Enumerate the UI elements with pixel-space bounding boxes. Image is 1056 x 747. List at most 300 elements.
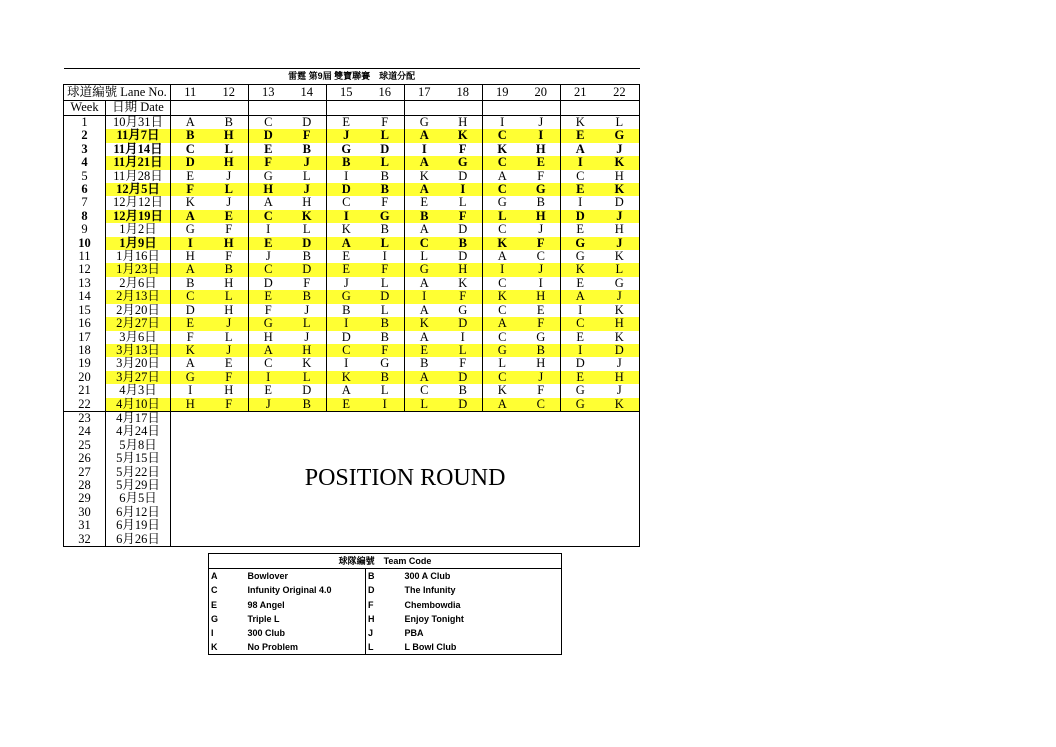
lane-team-cell: E — [249, 290, 288, 303]
week-number: 19 — [64, 357, 106, 370]
lane-team-cell: C — [342, 195, 351, 210]
date-cell: 1月16日 — [106, 250, 171, 263]
schedule-row — [64, 250, 640, 263]
lane-team-cell: K — [288, 210, 327, 223]
lane-team-cell: H — [288, 196, 327, 209]
lane-team-cell: F — [444, 290, 483, 303]
lane-team-cell: J — [249, 398, 288, 412]
week-number: 24 — [64, 425, 106, 438]
lane-team-cell: C — [483, 183, 522, 196]
lane-team-cell: C — [522, 250, 561, 263]
week-number: 7 — [64, 196, 106, 209]
lane-team-cell: A — [497, 168, 507, 183]
lane-team-cell: B — [366, 223, 405, 236]
lane-team-cell: G — [327, 290, 366, 303]
team-name: 300 A Club — [404, 571, 451, 582]
lane-team-cell: A — [419, 222, 429, 237]
lane-team-cell: H — [249, 183, 288, 196]
lane-team-cell: E — [327, 263, 366, 276]
lane-team-cell: D — [288, 263, 327, 276]
lane-team-cell: J — [600, 290, 640, 303]
lane-team-cell: B — [420, 356, 429, 371]
lane-team-cell: D — [288, 237, 327, 250]
lane-team-cell: I — [171, 237, 210, 250]
week-number: 29 — [64, 492, 106, 505]
week-number: 10 — [64, 237, 106, 250]
lane-schedule-table — [63, 68, 640, 547]
lane-team-cell: F — [210, 398, 249, 412]
lane-team-cell: I — [561, 156, 600, 169]
lane-header: 16 — [366, 85, 405, 101]
lane-team-cell: E — [522, 304, 561, 317]
lane-team-cell: K — [600, 156, 640, 169]
lane-team-cell: J — [600, 237, 640, 250]
lane-header: 11 — [171, 85, 210, 101]
schedule-row — [64, 317, 640, 330]
lane-team-cell: D — [327, 183, 366, 196]
lane-team-cell: L — [366, 277, 405, 290]
lane-team-cell: F — [522, 170, 561, 183]
lane-team-cell: G — [263, 168, 273, 183]
lane-team-cell: L — [210, 183, 249, 196]
lane-team-cell: H — [600, 317, 640, 330]
lane-team-cell: G — [444, 304, 483, 317]
week-number: 21 — [64, 384, 106, 397]
lane-team-cell: L — [210, 290, 249, 303]
week-number: 1 — [64, 116, 106, 130]
lane-team-cell: E — [420, 195, 429, 210]
team-name: Triple L — [247, 613, 280, 624]
date-cell: 2月6日 — [106, 277, 171, 290]
date-cell: 11月28日 — [106, 170, 171, 183]
lane-team-cell: B — [186, 275, 195, 290]
schedule-row — [64, 304, 640, 317]
lane-team-cell: B — [366, 331, 405, 344]
lane-team-cell: J — [288, 156, 327, 169]
schedule-row — [64, 277, 640, 290]
week-number: 27 — [64, 466, 106, 479]
lane-team-cell: G — [522, 183, 561, 196]
lane-team-cell: J — [210, 170, 249, 183]
lane-team-cell: D — [185, 302, 195, 317]
date-cell: 3月6日 — [106, 331, 171, 344]
lane-team-cell: J — [600, 143, 640, 156]
lane-team-cell: B — [522, 344, 561, 357]
lane-team-cell: H — [210, 156, 249, 169]
week-number: 8 — [64, 210, 106, 223]
week-number: 4 — [64, 156, 106, 169]
lane-header: 19 — [483, 85, 522, 101]
week-number: 32 — [64, 533, 106, 547]
lane-header: 20 — [522, 85, 561, 101]
lane-team-cell: I — [444, 183, 483, 196]
lane-team-cell: C — [327, 344, 366, 357]
lane-team-cell: I — [421, 141, 427, 156]
lane-team-cell: L — [600, 263, 640, 276]
lane-team-cell: L — [420, 249, 429, 264]
lane-team-cell: D — [366, 290, 405, 303]
lane-team-cell: A — [405, 371, 444, 384]
date-cell: 11月14日 — [106, 143, 171, 156]
date-cell: 3月13日 — [106, 344, 171, 357]
lane-team-cell: B — [327, 156, 366, 169]
lane-team-cell: I — [483, 263, 522, 276]
lane-team-cell: B — [210, 116, 249, 130]
lane-team-cell: F — [522, 237, 561, 250]
lane-team-cell: I — [405, 290, 444, 303]
schedule-row — [64, 263, 640, 276]
date-cell: 2月13日 — [106, 290, 171, 303]
schedule-row — [64, 129, 640, 142]
lane-header: 17 — [405, 85, 444, 101]
lane-team-cell: L — [366, 156, 405, 169]
lane-team-cell: D — [444, 223, 483, 236]
lane-team-cell: K — [497, 383, 507, 398]
lane-team-cell: C — [498, 302, 507, 317]
lane-team-cell: B — [366, 371, 405, 384]
lane-team-cell: H — [210, 304, 249, 317]
lane-team-cell: D — [600, 196, 640, 209]
lane-team-cell: F — [444, 357, 483, 370]
lane-team-cell: K — [600, 250, 640, 263]
lane-team-cell: H — [171, 398, 210, 412]
lane-team-cell: H — [210, 129, 249, 142]
lane-header: 15 — [327, 85, 366, 101]
week-number: 23 — [64, 411, 106, 425]
team-code-row — [209, 626, 562, 640]
lane-team-cell: B — [522, 196, 561, 209]
date-cell: 5月22日 — [106, 466, 171, 479]
lane-team-cell: E — [264, 383, 273, 398]
lane-team-cell: K — [444, 129, 483, 142]
schedule-row — [64, 344, 640, 357]
week-number: 31 — [64, 519, 106, 532]
team-code-letter: B — [366, 569, 403, 584]
lane-team-cell: L — [288, 317, 327, 330]
week-number: 9 — [64, 223, 106, 236]
lane-team-cell: A — [171, 210, 210, 223]
lane-team-cell: D — [341, 329, 351, 344]
lane-team-cell: I — [188, 383, 193, 398]
lane-team-cell: K — [419, 168, 429, 183]
lane-team-cell: A — [419, 275, 429, 290]
week-number: 3 — [64, 143, 106, 156]
lane-team-cell: K — [288, 357, 327, 370]
lane-team-cell: H — [185, 249, 195, 264]
lane-team-cell: G — [575, 383, 585, 398]
lane-team-cell: H — [600, 371, 640, 384]
lane-team-cell: K — [171, 344, 210, 357]
lane-team-cell: E — [576, 222, 585, 237]
lane-team-cell: D — [249, 129, 288, 142]
lane-team-cell: E — [561, 129, 600, 142]
team-code-row — [209, 598, 562, 612]
lane-team-cell: J — [210, 196, 249, 209]
lane-team-cell: C — [264, 356, 273, 371]
lane-team-cell: F — [522, 384, 561, 397]
schedule-row — [64, 156, 640, 169]
lane-team-cell: B — [288, 398, 327, 412]
date-cell: 12月12日 — [106, 196, 171, 209]
team-code-letter: E — [211, 599, 218, 610]
week-number: 26 — [64, 452, 106, 465]
date-cell: 2月27日 — [106, 317, 171, 330]
team-name: No Problem — [247, 642, 299, 653]
lane-team-cell: K — [327, 371, 366, 384]
lane-team-cell: G — [444, 156, 483, 169]
team-code-table — [208, 553, 562, 655]
lane-team-cell: H — [210, 384, 249, 397]
schedule-row — [64, 183, 640, 196]
lane-team-cell: A — [263, 195, 273, 210]
lane-team-cell: A — [497, 249, 507, 264]
lane-team-cell: I — [327, 317, 366, 330]
schedule-row — [64, 371, 640, 384]
team-name: L Bowl Club — [404, 642, 457, 653]
lane-team-cell: D — [263, 275, 273, 290]
lane-team-cell: H — [600, 223, 640, 236]
lane-team-cell: E — [264, 141, 273, 156]
schedule-row — [64, 223, 640, 236]
schedule-row — [64, 143, 640, 156]
lane-team-cell: L — [366, 237, 405, 250]
lane-team-cell: G — [497, 195, 507, 210]
week-number: 13 — [64, 277, 106, 290]
team-name: 300 Club — [247, 628, 286, 639]
lane-team-cell: I — [500, 115, 505, 129]
lane-team-cell: J — [600, 210, 640, 223]
date-cell: 11月21日 — [106, 156, 171, 169]
lane-team-cell: F — [366, 116, 405, 130]
lane-team-cell: B — [444, 237, 483, 250]
team-code-row — [209, 569, 562, 584]
lane-team-cell: I — [561, 344, 600, 357]
lane-team-cell: I — [344, 356, 349, 371]
lane-team-cell: H — [522, 357, 561, 370]
date-cell: 1月23日 — [106, 263, 171, 276]
lane-header: 21 — [561, 85, 600, 101]
lane-team-cell: K — [483, 290, 522, 303]
lane-team-cell: G — [249, 317, 288, 330]
lane-team-cell: L — [600, 116, 640, 130]
lane-team-cell: B — [288, 290, 327, 303]
lane-team-cell: I — [344, 168, 349, 183]
lane-team-cell: D — [600, 344, 640, 357]
schedule-row — [64, 210, 640, 223]
lane-team-cell: B — [444, 384, 483, 397]
lane-team-cell: F — [171, 183, 210, 196]
schedule-row — [64, 170, 640, 183]
team-code-row — [209, 583, 562, 597]
lane-team-cell: B — [405, 210, 444, 223]
schedule-row — [64, 237, 640, 250]
team-code-row — [209, 612, 562, 626]
lane-team-cell: F — [366, 344, 405, 357]
lane-team-cell: B — [366, 317, 405, 330]
team-name: Bowlover — [247, 571, 289, 582]
lane-team-cell: J — [522, 223, 561, 236]
lane-team-cell: J — [288, 331, 327, 344]
lane-team-cell: C — [522, 398, 561, 412]
lane-team-cell: D — [561, 210, 600, 223]
lane-team-cell: J — [210, 317, 249, 330]
date-cell: 6月5日 — [106, 492, 171, 505]
lane-team-cell: I — [366, 398, 405, 412]
lane-header: 22 — [600, 85, 640, 101]
lane-header: 13 — [249, 85, 288, 101]
team-name: PBA — [404, 628, 424, 639]
lane-team-cell: E — [405, 344, 444, 357]
lane-team-cell: A — [405, 129, 444, 142]
lane-team-cell: D — [288, 116, 327, 130]
lane-number-label: 球道編號 Lane No. — [64, 85, 171, 101]
lane-team-cell: G — [171, 371, 210, 384]
lane-team-cell: C — [249, 263, 288, 276]
lane-team-cell: D — [444, 371, 483, 384]
lane-team-cell: G — [185, 222, 195, 237]
date-cell: 4月3日 — [106, 384, 171, 397]
week-number: 28 — [64, 479, 106, 492]
lane-team-cell: C — [264, 115, 273, 129]
lane-team-cell: J — [210, 344, 249, 357]
lane-team-cell: A — [561, 290, 600, 303]
lane-team-cell: F — [522, 317, 561, 330]
lane-team-cell: C — [420, 383, 429, 398]
date-cell: 3月27日 — [106, 371, 171, 384]
lane-team-cell: G — [366, 357, 405, 370]
lane-team-cell: J — [327, 129, 366, 142]
lane-team-cell: E — [576, 329, 585, 344]
lane-team-cell: E — [186, 168, 195, 183]
team-code-letter: G — [211, 613, 219, 624]
lane-team-cell: H — [263, 329, 273, 344]
lane-team-cell: C — [483, 156, 522, 169]
lane-team-cell: A — [405, 183, 444, 196]
lane-team-cell: L — [366, 129, 405, 142]
date-cell: 6月12日 — [106, 506, 171, 519]
position-round-row — [64, 411, 640, 425]
lane-team-cell: F — [288, 277, 327, 290]
week-number: 25 — [64, 439, 106, 452]
lane-team-cell: L — [498, 356, 507, 371]
week-label: Week — [64, 100, 106, 116]
date-label: 日期 Date — [106, 100, 171, 116]
lane-team-cell: K — [497, 141, 508, 156]
lane-team-cell: K — [483, 237, 522, 250]
lane-team-cell: L — [288, 170, 327, 183]
lane-header: 12 — [210, 85, 249, 101]
lane-team-cell: F — [366, 263, 405, 276]
schedule-title: 雷霆 第9屆 雙寶聯賽 球道分配 — [64, 69, 640, 85]
lane-team-cell: G — [561, 237, 600, 250]
lane-team-cell: L — [210, 143, 249, 156]
team-code-letter: A — [211, 571, 218, 582]
date-cell: 5月15日 — [106, 452, 171, 465]
lane-team-cell: H — [210, 237, 249, 250]
lane-team-cell: A — [327, 237, 366, 250]
lane-team-cell: G — [405, 263, 444, 276]
lane-team-cell: D — [575, 356, 585, 371]
lane-team-cell: G — [561, 398, 600, 412]
lane-team-cell: K — [600, 183, 640, 196]
lane-team-cell: J — [522, 371, 561, 384]
lane-team-cell: G — [522, 331, 561, 344]
lane-team-cell: L — [210, 331, 249, 344]
lane-team-cell: F — [264, 302, 272, 317]
team-code-letter: I — [211, 628, 214, 639]
lane-team-cell: F — [444, 210, 483, 223]
lane-team-cell: H — [522, 210, 561, 223]
lane-team-cell: J — [288, 304, 327, 317]
lane-team-cell: G — [419, 115, 429, 129]
lane-team-cell: K — [600, 398, 640, 412]
lane-team-cell: K — [600, 304, 640, 317]
lane-team-cell: C — [498, 275, 507, 290]
lane-team-cell: J — [343, 275, 349, 290]
lane-team-cell: D — [288, 384, 327, 397]
lane-team-cell: D — [444, 170, 483, 183]
lane-team-cell: H — [444, 116, 483, 130]
team-code-letter: H — [366, 612, 403, 626]
date-cell: 10月31日 — [106, 116, 171, 130]
lane-team-cell: D — [444, 250, 483, 263]
date-cell: 12月5日 — [106, 183, 171, 196]
lane-team-cell: J — [522, 116, 561, 130]
lane-team-cell: I — [366, 250, 405, 263]
lane-team-cell: A — [249, 344, 288, 357]
week-number: 11 — [64, 250, 106, 263]
lane-team-cell: H — [522, 143, 561, 156]
date-cell: 4月24日 — [106, 425, 171, 438]
lane-header: 14 — [288, 85, 327, 101]
lane-team-cell: E — [342, 249, 351, 264]
week-number: 12 — [64, 263, 106, 276]
lane-team-cell: L — [288, 371, 327, 384]
week-number: 30 — [64, 506, 106, 519]
lane-team-cell: C — [185, 141, 195, 156]
lane-team-cell: J — [600, 384, 640, 397]
lane-team-cell: A — [419, 302, 429, 317]
week-number: 5 — [64, 170, 106, 183]
lane-team-cell: A — [483, 317, 522, 330]
lane-team-cell: B — [288, 250, 327, 263]
schedule-row — [64, 357, 640, 370]
lane-team-cell: D — [171, 156, 210, 169]
lane-team-cell: G — [341, 141, 352, 156]
lane-team-cell: I — [266, 222, 271, 237]
lane-team-cell: K — [575, 115, 585, 129]
lane-team-cell: K — [405, 317, 444, 330]
lane-team-cell: B — [366, 170, 405, 183]
lane-team-cell: G — [600, 277, 640, 290]
lane-team-cell: E — [210, 357, 249, 370]
lane-team-cell: L — [366, 304, 405, 317]
lane-team-cell: I — [578, 302, 583, 317]
lane-team-cell: I — [578, 195, 583, 210]
lane-team-cell: H — [444, 263, 483, 276]
lane-team-cell: B — [171, 129, 210, 142]
lane-team-cell: K — [600, 331, 640, 344]
lane-team-cell: C — [576, 168, 585, 183]
lane-team-cell: E — [327, 398, 366, 412]
lane-team-cell: G — [600, 129, 640, 142]
lane-team-cell: F — [366, 196, 405, 209]
team-code-letter: K — [211, 642, 218, 653]
team-code-letter: D — [366, 583, 403, 597]
date-cell: 5月29日 — [106, 479, 171, 492]
week-number: 18 — [64, 344, 106, 357]
schedule-row — [64, 290, 640, 303]
